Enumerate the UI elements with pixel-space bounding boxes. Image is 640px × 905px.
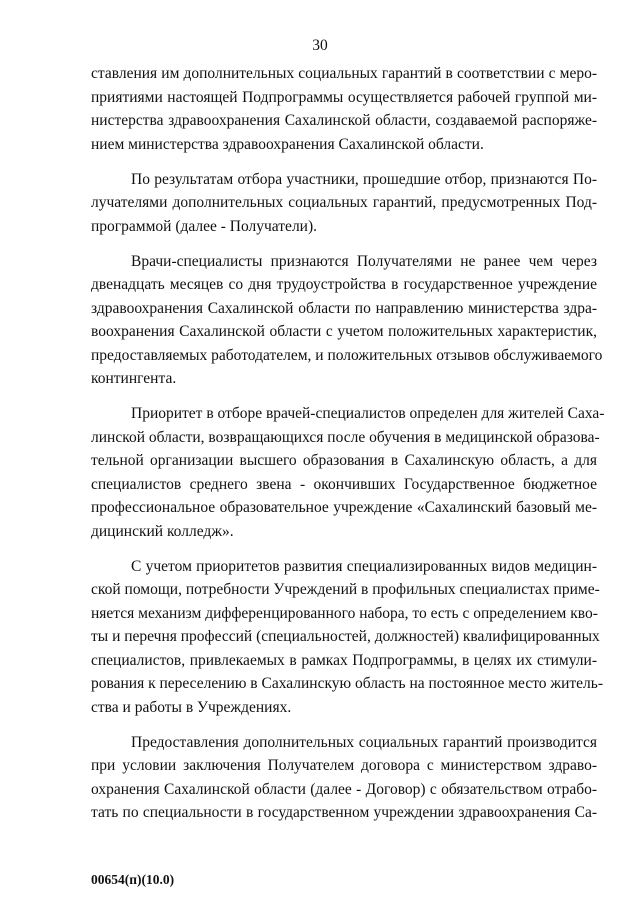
paragraph-4	[91, 402, 605, 543]
text-line: тать по специальности в государственном учреждении здравоохранения Са-	[91, 804, 597, 821]
paragraph-6	[91, 731, 597, 825]
text-line: охранения Сахалинской области (далее - Договор) с обязательством отрабо-	[91, 780, 597, 798]
text-line: предоставляемых работодателем, и положительных отзывов обслуживаемого	[91, 346, 603, 364]
text-line: при условии заключения Получателем договора с министерством здраво-	[91, 757, 597, 774]
text-line: Приоритет в отборе врачей-специалистов определен для жителей Саха-	[131, 405, 605, 422]
text-line: специалистов среднего звена - окончивших Государственное бюджетное	[91, 475, 597, 493]
page-number: 30	[312, 37, 328, 54]
text-line: дицинский колледж».	[91, 522, 234, 540]
document-code: 00654(п)(10.0)	[91, 872, 175, 887]
paragraph-2	[91, 168, 597, 239]
text-line: здравоохранения Сахалинской области по направлению министерства здра-	[91, 299, 597, 317]
text-line: профессиональное образовательное учреждение «Сахалинский базовый ме-	[91, 499, 597, 516]
text-line: двенадцать месяцев со дня трудоустройства в государственное учреждение	[91, 276, 597, 293]
text-line: тельной организации высшего образования в Сахалинскую область, а для	[91, 452, 597, 469]
text-line: лучателями дополнительных социальных гарантий, предусмотренных Под-	[91, 194, 597, 211]
text-line: ства и работы в Учреждениях.	[91, 698, 292, 716]
text-line: нием министерства здравоохранения Сахалинской области.	[91, 135, 484, 153]
text-line: няется механизм дифференцированного набора, то есть с определением кво-	[91, 604, 598, 622]
text-line: программой (далее - Получатели).	[91, 217, 318, 235]
text-line: рования к переселению в Сахалинскую область на постоянное место житель-	[91, 675, 604, 692]
text-line: воохранения Сахалинской области с учетом положительных характеристик,	[91, 323, 597, 340]
text-line: Врачи-специалисты признаются Получателями не ранее чем через	[131, 252, 597, 270]
text-line: линской области, возвращающихся после обучения в медицинской образова-	[91, 428, 600, 446]
document-body	[91, 62, 605, 836]
text-line: специалистов, привлекаемых в рамках Подпрограммы, в целях их стимули-	[91, 651, 597, 669]
text-line: С учетом приоритетов развития специализированных видов медицин-	[131, 557, 597, 575]
text-line: ты и перечня профессий (специальностей, должностей) квалифицированных	[91, 628, 600, 645]
text-line: приятиями настоящей Подпрограммы осуществляется рабочей группой ми-	[91, 88, 597, 106]
text-line: Предоставления дополнительных социальных гарантий производится	[131, 733, 597, 751]
text-line: ской помощи, потребности Учреждений в профильных специалистах приме-	[91, 581, 600, 598]
text-line: По результатам отбора участники, прошедшие отбор, признаются По-	[131, 170, 597, 188]
paragraph-3	[91, 250, 603, 391]
text-line: контингента.	[91, 370, 177, 387]
text-line: ставления им дополнительных социальных гарантий в соответствии с меро-	[91, 65, 597, 82]
paragraph-1	[91, 62, 597, 156]
paragraph-5	[91, 555, 604, 720]
text-line: нистерства здравоохранения Сахалинской области, создаваемой распоряже-	[91, 112, 597, 129]
